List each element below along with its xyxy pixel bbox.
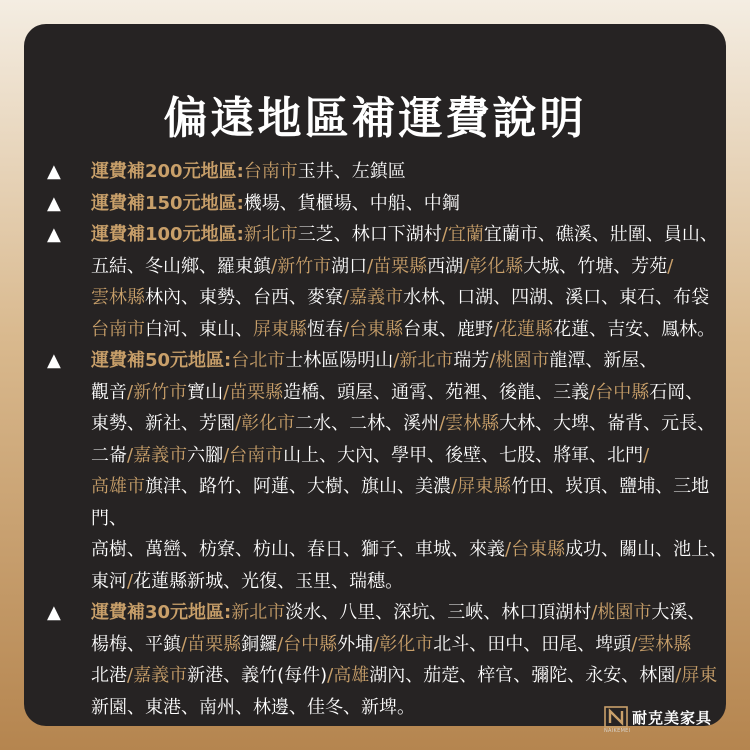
area-list: 淡水、八里、深坑、三峽、林口頂湖村 <box>285 602 592 623</box>
area-list: 竹田、崁頂、鹽埔、三地門、 <box>91 476 710 529</box>
brand-logo <box>604 706 713 734</box>
shipping-fee-sections <box>41 156 731 723</box>
separator: / <box>223 381 230 403</box>
region-name: 桃園市 <box>495 350 550 371</box>
region-name: 宜蘭 <box>447 224 484 245</box>
area-list: 高樹、萬巒、枋寮、枋山、春日、獅子、車城、來義 <box>91 539 505 560</box>
separator: / <box>127 381 134 403</box>
area-list: 龍潭、新屋、 <box>549 350 658 371</box>
separator: / <box>675 665 682 686</box>
region-name: 新竹市 <box>277 255 332 277</box>
separator: / <box>643 444 650 466</box>
separator: / <box>127 665 134 686</box>
area-list: 新港、義竹(每件) <box>187 665 328 686</box>
region-name: 苗栗縣 <box>229 381 284 403</box>
area-list: 士林區陽明山 <box>285 350 394 371</box>
area-list: 三芝、林口下湖村 <box>297 224 442 245</box>
area-list: 大溪、 <box>651 602 706 623</box>
separator: / <box>367 255 374 277</box>
area-list: 林內、東勢、台西、麥寮 <box>145 287 343 308</box>
area-list: 五結、冬山鄉、羅東鎮 <box>91 255 271 277</box>
area-list: 台東、鹿野 <box>403 318 494 340</box>
region-name: 桃園市 <box>597 602 652 623</box>
shipping-section <box>41 597 731 723</box>
region-name: 屏東縣 <box>457 476 512 497</box>
separator: / <box>589 381 596 403</box>
area-list: 恆春 <box>307 318 343 340</box>
region-name: 雲林縣 <box>445 413 500 434</box>
area-list: 外埔 <box>337 633 374 655</box>
area-list: 新園、東港、南州、林邊、佳冬、新埤。 <box>91 696 415 718</box>
shipping-section <box>41 188 731 220</box>
brand-sub-label: NAIKEMEI <box>604 728 631 734</box>
separator: / <box>181 633 188 655</box>
area-list: 機場、貨櫃場、中船、中鋼 <box>243 192 460 214</box>
triangle-up-icon: ▲ <box>47 602 61 623</box>
area-list: 大林、大埤、崙背、元長、 <box>499 413 716 434</box>
region-name: 新北市 <box>243 224 298 245</box>
area-list: 東河 <box>91 570 127 592</box>
shipping-section <box>41 345 731 597</box>
area-list: 湖口 <box>331 255 368 277</box>
triangle-up-icon: ▲ <box>47 161 61 182</box>
region-name: 雲林縣 <box>91 287 145 308</box>
region-name: 彰化市 <box>379 633 434 655</box>
area-list: 造橋、頭屋、通霄、苑裡、後龍、三義 <box>283 381 590 403</box>
area-list: 北斗、田中、田尾、埤頭 <box>433 633 632 655</box>
region-name: 彰化市 <box>241 413 296 434</box>
area-list: 成功、關山、池上、 <box>565 539 728 560</box>
section-heading: 運費補200元地區: <box>91 161 244 182</box>
region-name: 彰化縣 <box>469 255 524 277</box>
region-name: 台東縣 <box>511 539 566 560</box>
brand-name: 耐克美家具 <box>632 708 713 727</box>
region-name: 雲林縣 <box>637 633 692 655</box>
region-name: 嘉義市 <box>133 665 188 686</box>
area-list: 宜蘭市、礁溪、壯圍、員山、 <box>483 224 718 245</box>
region-name: 嘉義市 <box>133 444 188 466</box>
area-list: 水林、口湖、四湖、溪口、東石、布袋 <box>403 287 710 308</box>
section-heading: 運費補50元地區: <box>91 350 232 371</box>
area-list: 、 <box>235 318 253 340</box>
triangle-up-icon: ▲ <box>47 224 61 245</box>
shipping-section <box>41 156 731 188</box>
region-name: 屏東 <box>681 665 718 686</box>
separator: / <box>463 255 470 277</box>
separator: / <box>277 633 284 655</box>
separator: / <box>591 602 598 623</box>
separator: / <box>373 633 380 655</box>
separator: / <box>271 255 278 277</box>
separator: / <box>667 255 674 277</box>
region-name: 高雄 <box>333 665 370 686</box>
region-name: 台南市 <box>91 318 145 340</box>
separator: / <box>327 665 334 686</box>
separator: / <box>441 224 448 245</box>
triangle-up-icon: ▲ <box>47 350 61 371</box>
region-name: 苗栗縣 <box>373 255 428 277</box>
separator: / <box>439 413 446 434</box>
separator: / <box>393 350 400 371</box>
area-list: 山上、大內、學甲、後壁、七股、將軍、北門 <box>283 444 644 466</box>
region-name: 台中縣 <box>595 381 650 403</box>
region-name: 台中縣 <box>283 633 338 655</box>
area-list: 旗津、路竹、阿蓮、大樹、旗山、美濃 <box>145 476 451 497</box>
separator: / <box>493 318 500 340</box>
region-name: 新北市 <box>231 602 286 623</box>
separator: / <box>235 413 242 434</box>
area-list: 石岡、 <box>649 381 704 403</box>
area-list: 楊梅、平鎮 <box>91 633 181 655</box>
section-heading: 運費補100元地區: <box>91 224 244 245</box>
separator: / <box>451 476 458 497</box>
region-name: 台東縣 <box>349 318 404 340</box>
separator: / <box>343 318 350 340</box>
section-heading: 運費補30元地區: <box>91 602 232 623</box>
separator: / <box>505 539 512 560</box>
region-name: 台北市 <box>231 350 286 371</box>
region-name: 花蓮縣 <box>499 318 554 340</box>
brand-logo-icon <box>604 706 631 734</box>
area-list: 大城、竹塘、芳苑 <box>523 255 668 277</box>
separator: / <box>631 633 638 655</box>
region-name: 新竹市 <box>133 381 188 403</box>
separator: / <box>343 287 350 308</box>
area-list: 六腳 <box>187 444 224 466</box>
region-name: 苗栗縣 <box>187 633 242 655</box>
area-list: 二崙 <box>91 444 127 466</box>
separator: / <box>127 444 134 466</box>
area-list: 湖內、茄萣、梓官、彌陀、永安、林園 <box>369 665 676 686</box>
separator: / <box>223 444 230 466</box>
region-name: 屏東縣 <box>253 318 307 340</box>
page-title: 偏遠地區補運費說明 <box>163 93 587 144</box>
area-list: 觀音 <box>91 381 127 403</box>
separator: / <box>489 350 496 371</box>
region-name: 台南市 <box>243 161 298 182</box>
separator: / <box>127 570 134 592</box>
region-name: 嘉義市 <box>349 287 404 308</box>
info-card <box>24 24 728 734</box>
area-list: 寶山 <box>187 381 224 403</box>
area-list: 花蓮縣新城、光復、玉里、瑞穗。 <box>133 570 404 592</box>
region-name: 高雄市 <box>91 476 145 497</box>
region-name: 台南市 <box>229 444 284 466</box>
area-list: 銅鑼 <box>241 633 278 655</box>
section-heading: 運費補150元地區: <box>91 192 244 214</box>
triangle-up-icon: ▲ <box>47 192 61 214</box>
area-list: 二水、二林、溪州 <box>295 413 440 434</box>
region-name: 新北市 <box>399 350 454 371</box>
shipping-section <box>41 219 731 345</box>
area-list: 玉井、左鎮區 <box>297 161 406 182</box>
area-list: 東勢、新社、芳園 <box>91 413 235 434</box>
area-list: 瑞芳 <box>453 350 490 371</box>
area-list: 北港 <box>91 665 127 686</box>
area-list: 西湖 <box>427 255 464 277</box>
area-list: 白河、東山 <box>145 318 235 340</box>
area-list: 花蓮、吉安、鳳林。 <box>553 318 716 340</box>
